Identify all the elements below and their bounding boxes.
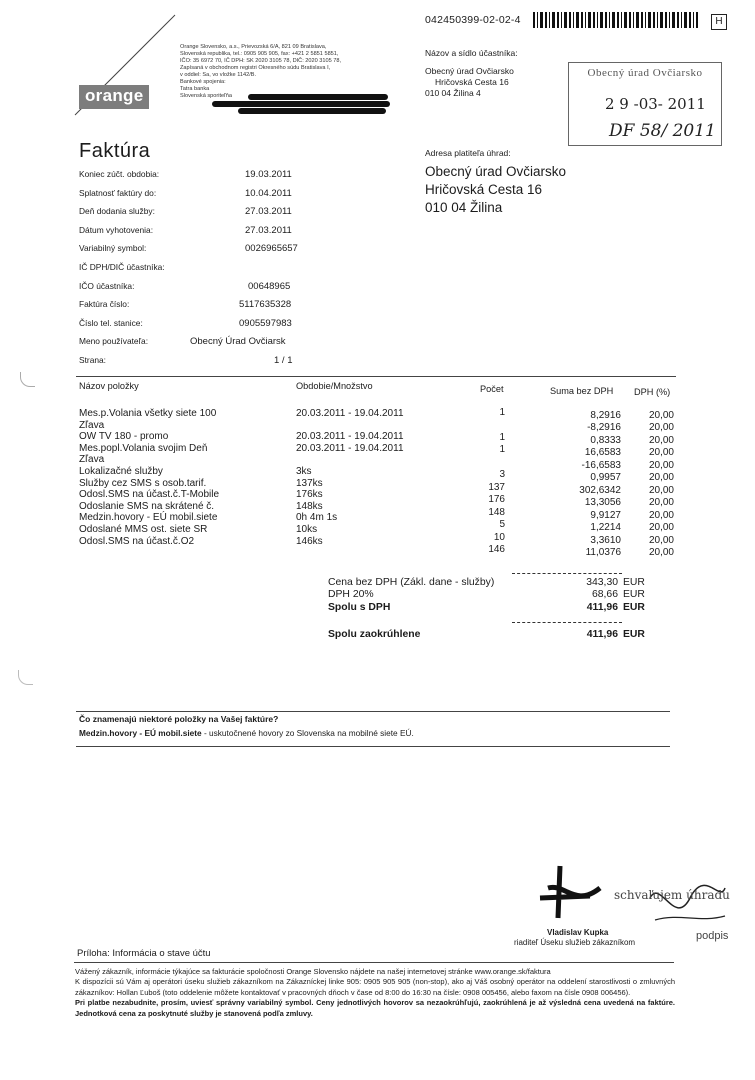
meta-row xyxy=(79,223,319,242)
item-count: 137 xyxy=(488,481,505,493)
meta-row xyxy=(79,204,319,223)
meta-label: Variabilný symbol: xyxy=(79,243,147,254)
meta-row xyxy=(79,260,319,279)
item-name: Zľava xyxy=(79,454,105,466)
redaction-bar xyxy=(212,101,390,107)
meta-value: 0026965657 xyxy=(245,243,298,255)
meta-row xyxy=(79,297,319,316)
total-value: 68,66 xyxy=(591,589,618,601)
item-vat: 20,00 xyxy=(648,459,674,471)
meta-label: IČO účastníka: xyxy=(79,280,135,291)
meta-value: 27.03.2011 xyxy=(245,224,292,236)
item-count: 3 xyxy=(499,469,505,481)
item-name: Odoslané MMS ost. siete SR xyxy=(79,523,208,535)
punch-mark xyxy=(18,670,33,685)
meta-label: Splatnosť faktúry do: xyxy=(79,187,157,198)
meta-row xyxy=(79,279,319,298)
col-header-sum: Suma bez DPH xyxy=(550,386,614,396)
item-name: OW TV 180 - promo xyxy=(79,431,169,443)
total-value: 343,30 xyxy=(586,577,618,588)
barcode xyxy=(533,12,698,28)
table-row xyxy=(79,442,679,459)
total-currency: EUR xyxy=(623,589,645,601)
table-row xyxy=(79,420,679,432)
stamp-number: DF 58/ 2011 xyxy=(609,121,716,141)
item-sum: 9,9127 xyxy=(590,509,621,521)
item-count: 1 xyxy=(499,407,505,418)
explain-question: Čo znamenajú niektoré položky na Vašej faktúre? xyxy=(79,714,279,724)
table-row xyxy=(79,535,679,559)
total-row xyxy=(328,577,648,589)
col-header-count: Počet xyxy=(480,384,504,394)
total-label: Spolu s DPH xyxy=(328,601,391,613)
signature-label: podpis xyxy=(696,930,729,942)
meta-label: Deň dodania služby: xyxy=(79,206,155,217)
item-sum: 3,3610 xyxy=(590,534,621,546)
meta-value: 5117635328 xyxy=(239,299,292,311)
item-vat: 20,00 xyxy=(648,422,674,434)
item-name: Mes.popl.Volania svojim Deň xyxy=(79,442,208,454)
item-sum: 13,3056 xyxy=(584,497,621,509)
item-vat: 20,00 xyxy=(648,434,674,446)
total-currency: EUR xyxy=(623,577,645,588)
explain-term: Medzin.hovory - EÚ mobil.siete xyxy=(79,728,202,738)
meta-row xyxy=(79,316,319,335)
item-period: 148ks xyxy=(296,500,323,512)
document-code: 042450399-02-02-4 xyxy=(425,14,521,26)
item-period: 137ks xyxy=(296,477,323,489)
meta-value: 27.03.2011 xyxy=(245,206,292,218)
approval-stamp-text: schvaľujem úhradu xyxy=(614,888,730,902)
meta-value: 19.03.2011 xyxy=(245,169,292,180)
item-sum: -8,2916 xyxy=(587,422,621,434)
recipient-label: Názov a sídlo účastníka: xyxy=(425,48,518,58)
meta-row xyxy=(79,186,319,205)
meta-label: Strana: xyxy=(79,354,107,365)
invoice-meta xyxy=(79,167,319,372)
item-name: Lokalizačné služby xyxy=(79,465,163,477)
totals-divider xyxy=(512,573,622,574)
corner-letter-box: H xyxy=(711,14,727,30)
col-header-name: Názov položky xyxy=(79,381,139,391)
item-period: 20.03.2011 - 19.04.2011 xyxy=(296,431,404,443)
punch-mark xyxy=(20,372,35,387)
footer-text xyxy=(75,967,675,1019)
meta-label: Dátum vyhotovenia: xyxy=(79,224,154,235)
item-sum: 11,0376 xyxy=(585,547,621,559)
item-sum: 16,6583 xyxy=(584,447,621,459)
attachment-note: Príloha: Informácia o stave účtu xyxy=(77,948,211,959)
item-name: Mes.p.Volania všetky siete 100 xyxy=(79,408,217,419)
item-vat: 20,00 xyxy=(648,410,674,421)
item-vat: 20,00 xyxy=(648,497,674,509)
meta-value: Obecný Úrad Ovčiarsk xyxy=(190,336,286,348)
invoice-title: Faktúra xyxy=(79,140,151,162)
item-sum: 1,2214 xyxy=(590,522,621,534)
total-value: 411,96 xyxy=(586,601,618,613)
item-period: 146ks xyxy=(296,535,323,547)
item-count: 5 xyxy=(499,519,505,531)
total-row xyxy=(328,602,648,614)
explain-top-rule xyxy=(76,711,670,712)
item-name: Odosl.SMS na účast.č.O2 xyxy=(79,535,195,547)
col-header-vat: DPH (%) xyxy=(634,387,671,397)
item-count: 148 xyxy=(488,506,505,518)
table-top-rule xyxy=(76,376,676,377)
item-count: 176 xyxy=(488,494,505,506)
item-vat: 20,00 xyxy=(648,484,674,496)
total-currency: EUR xyxy=(623,601,645,613)
item-name: Odosl.SMS na účast.č.T-Mobile xyxy=(79,489,220,501)
item-count: 146 xyxy=(488,544,505,556)
item-sum: 8,2916 xyxy=(590,410,621,421)
meta-value: 1 / 1 xyxy=(274,354,293,366)
meta-label: Koniec zúčt. obdobia: xyxy=(79,169,160,179)
item-vat: 20,00 xyxy=(648,447,674,459)
stamp-office-name: Obecný úrad Ovčiarsko xyxy=(587,67,703,79)
orange-logo: orange xyxy=(79,85,149,109)
item-name: Medzin.hovory - EÚ mobil.siete xyxy=(79,512,218,524)
table-row xyxy=(79,431,679,446)
explain-description: - uskutočnené hovory zo Slovenska na mobilné siete EÚ. xyxy=(201,728,414,738)
meta-value: 00648965 xyxy=(248,280,291,292)
redaction-bar xyxy=(238,108,386,114)
item-vat: 20,00 xyxy=(648,547,674,559)
meta-value: 10.04.2011 xyxy=(245,187,292,199)
signer-name: Vladislav Kupka xyxy=(547,928,609,937)
rounded-label: Spolu zaokrúhlene xyxy=(328,629,421,640)
meta-row xyxy=(79,241,319,260)
rounded-total-row xyxy=(328,629,648,643)
meta-row xyxy=(79,353,319,372)
meta-label: Meno používateľa: xyxy=(79,336,149,347)
rounded-divider xyxy=(512,622,622,623)
item-period: 3ks xyxy=(296,465,312,477)
received-stamp xyxy=(568,62,722,146)
item-count: 1 xyxy=(499,431,505,443)
item-vat: 20,00 xyxy=(648,534,674,546)
totals-block xyxy=(328,577,648,614)
redaction-bar xyxy=(248,94,388,100)
item-sum: 0,8333 xyxy=(590,434,621,446)
total-label: Cena bez DPH (Zákl. dane - služby) xyxy=(328,577,495,588)
col-header-period: Obdobie/Množstvo xyxy=(296,381,373,391)
item-vat: 20,00 xyxy=(648,509,674,521)
company-info: Orange Slovensko, a.s., Prievozská 6/A, 821 09 Bratislava, Slovenská republika, tel.: 0905 905 905, fax: +421 2 5851 5851, IČO: 35 6972 70, IČ DPH: SK 2020 3105 78, DIČ: 2020 3105 78, Zapísaná v obchodnom registri Okresného súdu Bratislava I, v oddiel: Sa, vo vložke 1142/B. Bankové spojenia: Tatra banka Slovenská sporiteľňa xyxy=(180,44,342,99)
rounded-currency: EUR xyxy=(623,629,645,640)
item-count: 1 xyxy=(499,444,505,456)
table-row xyxy=(79,408,679,420)
item-name: Zľava xyxy=(79,419,105,431)
item-period: 20.03.2011 - 19.04.2011 xyxy=(296,408,404,419)
explain-line xyxy=(79,728,414,738)
meta-row xyxy=(79,334,319,353)
item-sum: -16,6583 xyxy=(581,459,621,471)
item-name: Služby cez SMS s osob.tarif. xyxy=(79,477,207,489)
item-name: Odoslanie SMS na skrátené č. xyxy=(79,500,215,512)
item-vat: 20,00 xyxy=(648,522,674,534)
explain-bottom-rule xyxy=(76,746,670,747)
rounded-value: 411,96 xyxy=(586,629,618,640)
payer-address: Obecný úrad Ovčiarsko Hričovská Cesta 16 010 04 Žilina xyxy=(425,164,567,215)
total-row xyxy=(328,589,648,601)
footer-rule xyxy=(74,962,674,963)
footer-paragraph: Vážený zákazník, informácie týkajúce sa fakturácie spoločnosti Orange Slovensko nájdete na našej internetovej stránke www.orange.sk/faktura xyxy=(75,967,551,976)
recipient-address: Obecný úrad Ovčiarsko Hričovská Cesta 16 010 04 Žilina 4 xyxy=(425,66,514,98)
item-period: 10ks xyxy=(296,523,318,535)
payer-label: Adresa platiteľa úhrad: xyxy=(425,148,511,158)
items-table xyxy=(79,407,679,559)
item-sum: 0,9957 xyxy=(590,472,621,484)
footer-paragraph: Pri platbe nezabudnite, prosím, uviesť správny variabilný symbol. Ceny jednotlivých hovorov sa nezaokrúhľujú, zaokrúhlená je až výsledná cena uvedená na faktúre. Jednotková cena za poskytnuté služby je stanovená podľa zmluvy. xyxy=(75,998,675,1018)
item-sum: 302,6342 xyxy=(579,484,621,496)
meta-label: IČ DPH/DIČ účastníka: xyxy=(79,261,165,272)
meta-value: 0905597983 xyxy=(239,317,292,329)
meta-label: Číslo tel. stanice: xyxy=(79,317,143,328)
item-period: 176ks xyxy=(296,489,323,501)
meta-label: Faktúra číslo: xyxy=(79,299,130,310)
footer-paragraph: K dispozícii sú Vám aj operátori úseku služieb zákazníkom na Zákazníckej linke 905: 0905 905 905 (non-stop), ako aj Váš osobný operátor na oddelení starostlivosti o zmluvných zákazníkov: Hollan Ľuboš (toto oddelenie môžete kontaktovať v pracovných dňoch v čase od 8:00 do 16:30 na čísle: 0908 005456, alebo faxom na čísle 0908 006456). xyxy=(75,977,675,997)
stamp-date: 2 9 -03- 2011 xyxy=(605,95,706,113)
item-vat: 20,00 xyxy=(648,472,674,484)
item-period: 20.03.2011 - 19.04.2011 xyxy=(296,442,404,454)
signer-role: riaditeľ Úseku služieb zákazníkom xyxy=(514,938,636,947)
item-count: 10 xyxy=(493,531,505,543)
meta-row xyxy=(79,167,319,186)
total-label: DPH 20% xyxy=(328,589,374,601)
item-period: 0h 4m 1s xyxy=(296,512,338,524)
